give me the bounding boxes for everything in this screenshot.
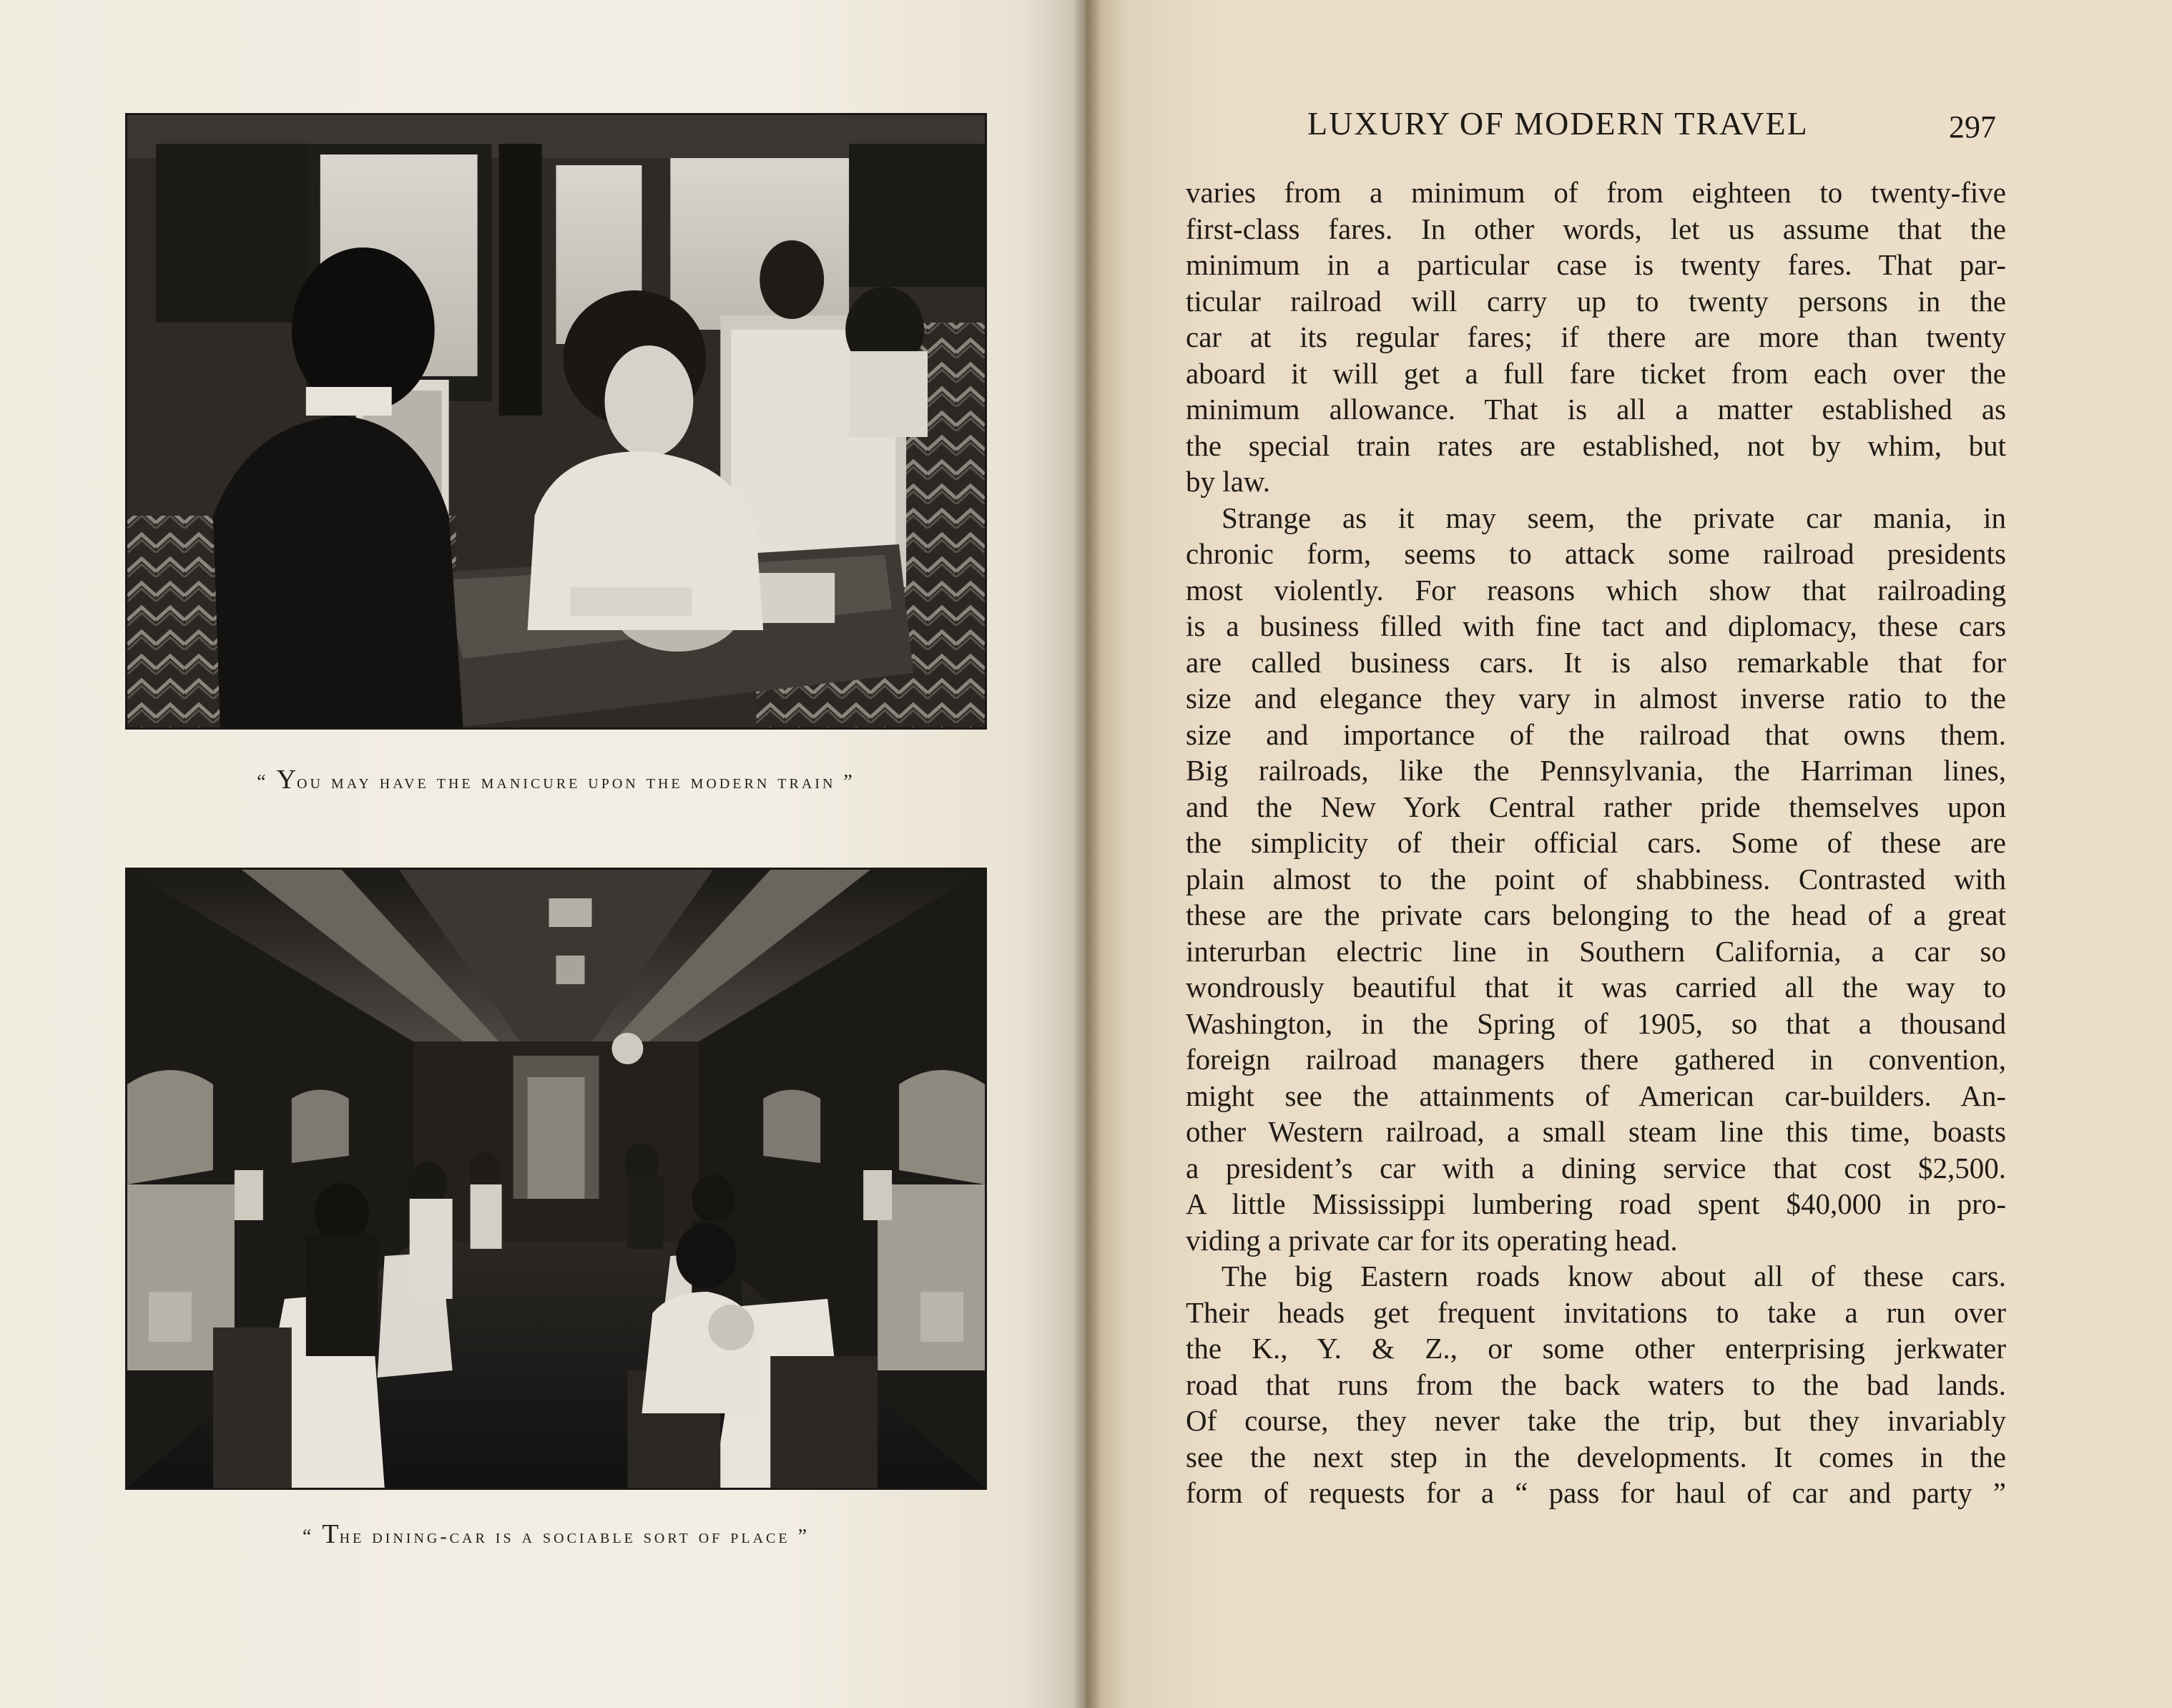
text-line: car at its regular fares; if there are more than twenty [1186, 320, 2006, 353]
manicure-photo-image [127, 115, 985, 727]
text-line: Strange as it may seem, the private car mania, in [1222, 501, 2006, 534]
text-line: interurban electric line in Southern California, a car so [1186, 934, 2006, 968]
text-line: A little Mississippi lumbering road spent $40,000 in pro- [1186, 1187, 2006, 1220]
open-quote: “ [257, 771, 269, 793]
text-line: viding a private car for its operating head. [1186, 1223, 1678, 1257]
manicure-photo-caption [107, 764, 1005, 795]
text-line: chronic form, seems to attack some railroad presidents [1186, 537, 2006, 570]
text-line: the special train rates are established, not by whim, but [1186, 428, 2006, 462]
text-line: and the New York Central rather pride themselves upon [1186, 790, 2006, 823]
text-line: a president’s car with a dining service that cost $2,500. [1186, 1151, 2006, 1184]
text-line: ticular railroad will carry up to twenty persons in the [1186, 284, 2006, 318]
text-line: by law. [1186, 465, 1271, 498]
text-line: the simplicity of their official cars. Some of these are [1186, 826, 2006, 859]
text-line: Big railroads, like the Pennsylvania, the Harriman lines, [1186, 754, 2006, 787]
manicure-photo-plate [125, 113, 987, 730]
text-line: minimum in a particular case is twenty fares. That par- [1186, 248, 2006, 281]
text-line: these are the private cars belonging to the head of a great [1186, 898, 2006, 931]
text-line: are called business cars. It is also remarkable that for [1186, 645, 2006, 679]
text-line: first-class fares. In other words, let us assume that the [1186, 212, 2006, 245]
text-line: size and elegance they vary in almost inverse ratio to the [1186, 682, 2006, 715]
text-line: road that runs from the back waters to the bad lands. [1186, 1368, 2006, 1401]
text-line: plain almost to the point of shabbiness. Contrasted with [1186, 862, 2006, 895]
caption-text: ou may have the manicure upon the modern train [297, 771, 836, 793]
text-line: foreign railroad managers there gathered in convention, [1186, 1043, 2006, 1076]
text-line: Washington, in the Spring of 1905, so that a thousand [1186, 1006, 2006, 1040]
text-line: is a business filled with fine tact and diplomacy, these cars [1186, 609, 2006, 642]
text-line: see the next step in the developments. It comes in the [1186, 1440, 2006, 1473]
dining-car-photo-plate [125, 868, 987, 1490]
close-quote: ” [843, 771, 855, 793]
dining-car-photo-image [127, 870, 985, 1488]
text-line: wondrously beautiful that it was carried all the way to [1186, 971, 2006, 1003]
text-line: form of requests for a “ pass for haul of car and party ” [1186, 1476, 2006, 1509]
open-quote: “ [302, 1526, 315, 1548]
text-line: Their heads get frequent invitations to take a run over [1186, 1295, 2006, 1329]
caption-initial: T [322, 1519, 340, 1549]
book-gutter [1073, 0, 1101, 1708]
text-line: varies from a minimum of from eighteen to twenty-five [1186, 176, 2006, 209]
text-line: Of course, they never take the trip, but they invariably [1186, 1404, 2006, 1437]
dining-car-photo-caption [107, 1518, 1005, 1550]
text-line: aboard it will get a full fare ticket from each over the [1186, 356, 2006, 390]
paragraph-1 [1186, 175, 2006, 500]
caption-text: he dining-car is a sociable sort of place [339, 1526, 790, 1548]
paragraph-2 [1186, 500, 2006, 1259]
text-line: size and importance of the railroad that owns them. [1186, 717, 2006, 751]
text-line: most violently. For reasons which show that railroading [1186, 573, 2006, 607]
page-number: 297 [1949, 109, 1996, 144]
text-line: other Western railroad, a small steam line this time, boasts [1186, 1115, 2006, 1148]
paragraph-3 [1186, 1258, 2006, 1511]
text-line: minimum allowance. That is all a matter established as [1186, 393, 2006, 426]
text-line: the K., Y. & Z., or some other enterprising jerkwater [1186, 1332, 2006, 1365]
running-head: LUXURY OF MODERN TRAVEL [1307, 105, 1809, 142]
caption-initial: Y [276, 765, 298, 795]
close-quote: ” [797, 1526, 810, 1548]
text-line: might see the attainments of American car-builders. An- [1186, 1079, 2006, 1112]
text-line: The big Eastern roads know about all of these cars. [1222, 1260, 2006, 1292]
body-text [1186, 175, 2006, 1511]
